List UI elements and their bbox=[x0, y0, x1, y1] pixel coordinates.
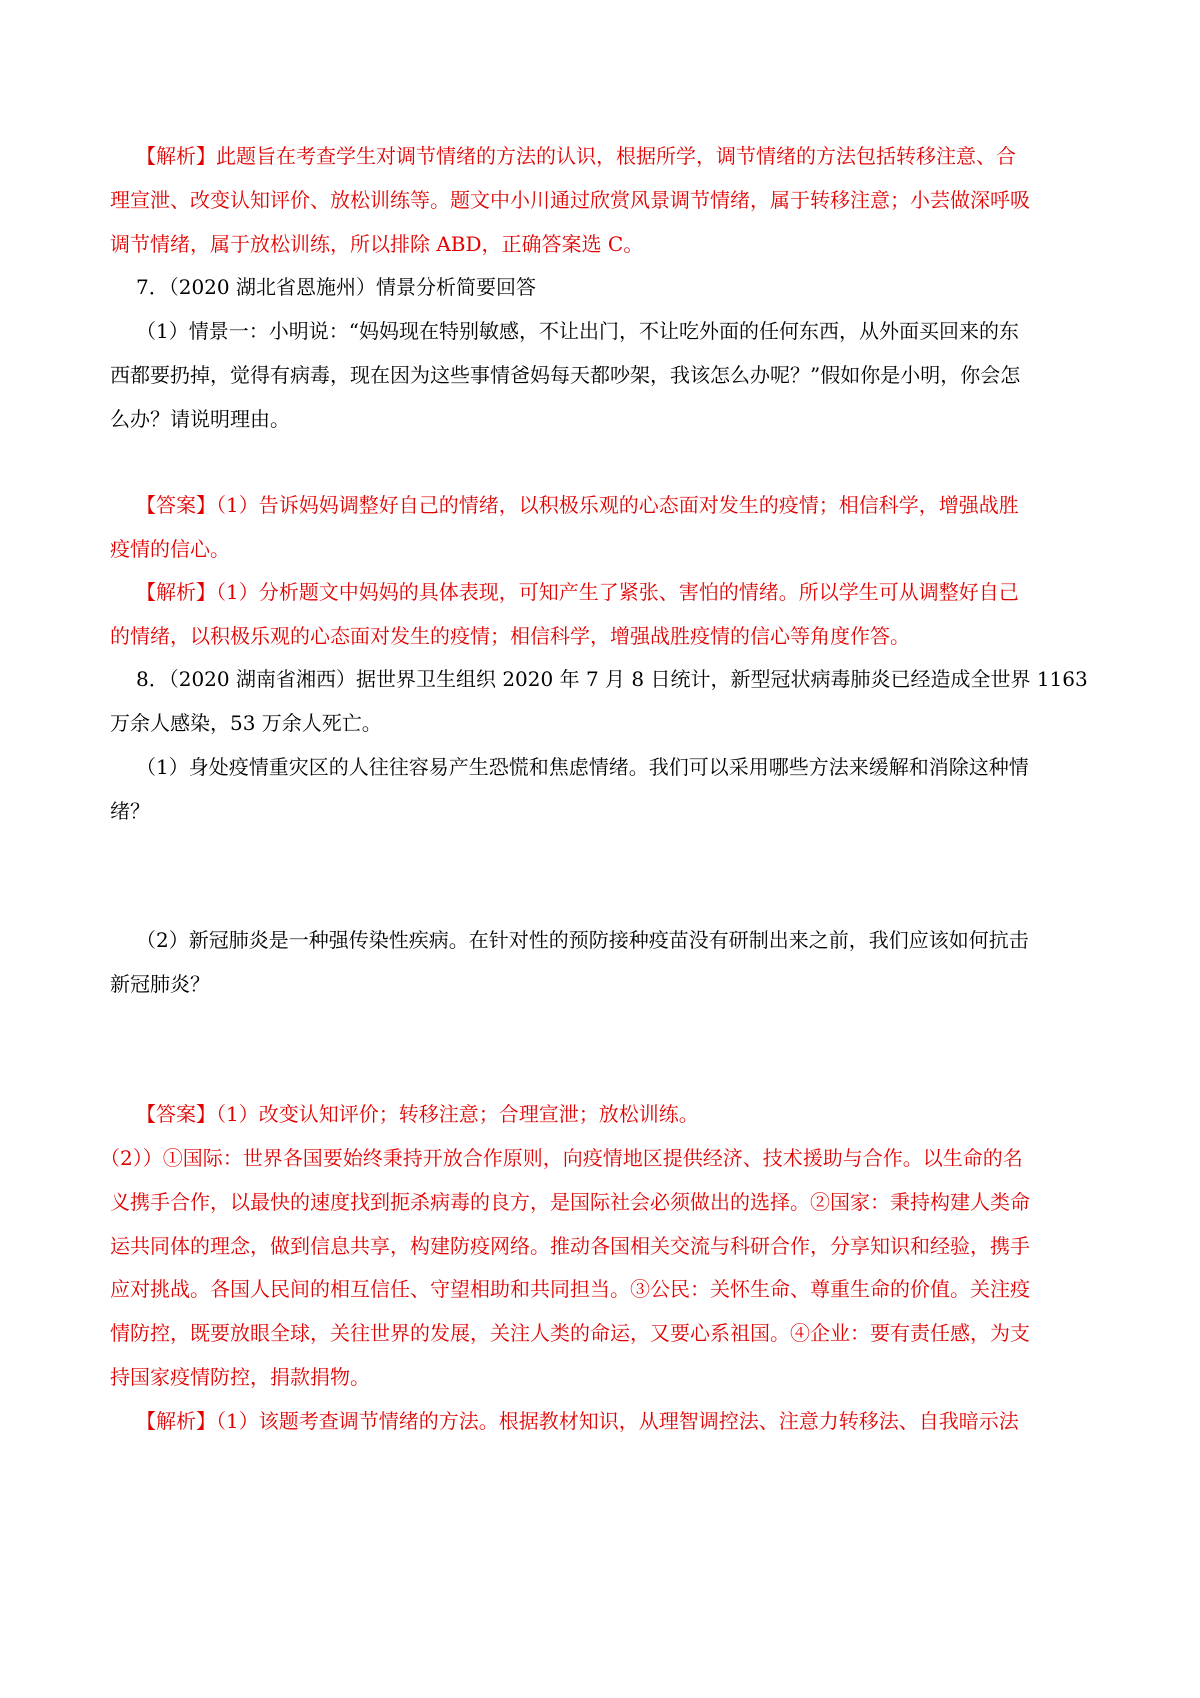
answer-8-part-2-line-1: （2））①国际：世界各国要始终秉持开放合作原则，向疫情地区提供经济、技术援助与合作。以生命的名 bbox=[100, 1146, 1023, 1170]
analysis-7-line-2: 的情绪，以积极乐观的心态面对发生的疫情；相信科学，增强战胜疫情的信心等角度作答。 bbox=[110, 624, 910, 648]
question-7-title: 7．（2020 湖北省恩施州）情景分析简要回答 bbox=[136, 275, 536, 299]
question-7-scenario-line-1: （1）情景一：小明说：“妈妈现在特别敏感，不让出门，不让吃外面的任何东西，从外面买回来的东 bbox=[136, 319, 1019, 343]
analysis-6-line-1: 【解析】此题旨在考查学生对调节情绪的方法的认识，根据所学，调节情绪的方法包括转移注意、合 bbox=[136, 144, 1016, 168]
question-8-part-1-line-2: 绪？ bbox=[110, 799, 150, 823]
answer-8-part-2-line-6: 持国家疫情防控，捐款捐物。 bbox=[110, 1365, 370, 1389]
answer-8-part-2-line-5: 情防控，既要放眼全球，关往世界的发展，关注人类的命运，又要心系祖国。④企业：要有责任感，为支 bbox=[110, 1321, 1030, 1345]
analysis-8-line-1: 【解析】（1）该题考查调节情绪的方法。根据教材知识，从理智调控法、注意力转移法、自我暗示法 bbox=[136, 1409, 1019, 1433]
answer-8-part-2-line-3: 运共同体的理念，做到信息共享，构建防疫网络。推动各国相关交流与科研合作，分享知识和经验，携手 bbox=[110, 1234, 1030, 1258]
answer-8-part-2-line-2: 义携手合作，以最快的速度找到扼杀病毒的良方，是国际社会必须做出的选择。②国家：秉持构建人类命 bbox=[110, 1190, 1030, 1214]
answer-8-part-1: 【答案】（1）改变认知评价；转移注意；合理宣泄；放松训练。 bbox=[136, 1102, 699, 1126]
analysis-6-line-3: 调节情绪，属于放松训练，所以排除 ABD，正确答案选 C。 bbox=[110, 232, 644, 256]
question-8-title-line-2: 万余人感染，53 万余人死亡。 bbox=[110, 711, 382, 735]
question-7-scenario-line-3: 么办？请说明理由。 bbox=[110, 407, 290, 431]
question-7-scenario-line-2: 西都要扔掉，觉得有病毒，现在因为这些事情爸妈每天都吵架，我该怎么办呢？”假如你是小明，你会怎 bbox=[110, 363, 1021, 387]
question-8-part-2-line-1: （2）新冠肺炎是一种强传染性疾病。在针对性的预防接种疫苗没有研制出来之前，我们应该如何抗击 bbox=[136, 928, 1029, 952]
analysis-6-line-2: 理宣泄、改变认知评价、放松训练等。题文中小川通过欣赏风景调节情绪，属于转移注意；小芸做深呼吸 bbox=[110, 188, 1030, 212]
answer-8-part-2-line-4: 应对挑战。各国人民间的相互信任、守望相助和共同担当。③公民：关怀生命、尊重生命的价值。关注疫 bbox=[110, 1277, 1030, 1301]
answer-7-line-2: 疫情的信心。 bbox=[110, 537, 230, 561]
question-8-part-1-line-1: （1）身处疫情重灾区的人往往容易产生恐慌和焦虑情绪。我们可以采用哪些方法来缓解和消除这种情 bbox=[136, 755, 1029, 779]
question-8-part-2-line-2: 新冠肺炎？ bbox=[110, 972, 210, 996]
answer-7-line-1: 【答案】（1）告诉妈妈调整好自己的情绪，以积极乐观的心态面对发生的疫情；相信科学，增强战胜 bbox=[136, 493, 1019, 517]
question-8-title-line-1: 8．（2020 湖南省湘西）据世界卫生组织 2020 年 7 月 8 日统计，新型冠状病毒肺炎已经造成全世界 1163 bbox=[136, 667, 1088, 691]
analysis-7-line-1: 【解析】（1）分析题文中妈妈的具体表现，可知产生了紧张、害怕的情绪。所以学生可从调整好自己 bbox=[136, 580, 1019, 604]
